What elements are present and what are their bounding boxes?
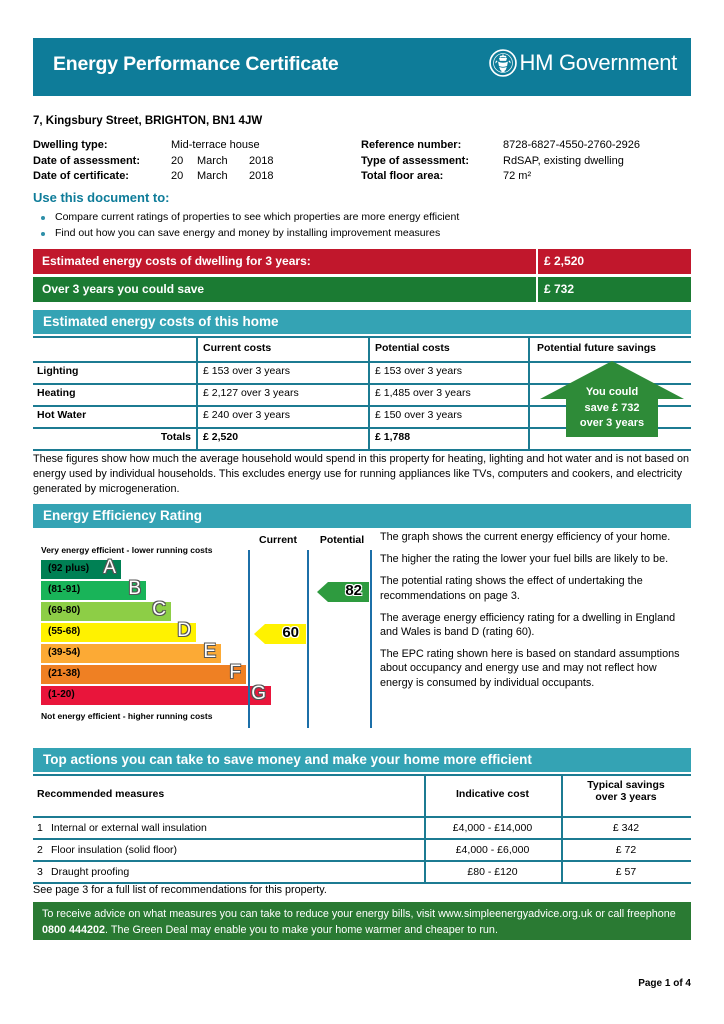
dwelling-type-label: Dwelling type:	[33, 139, 108, 151]
hm-government-label: HM Government	[519, 50, 677, 75]
page-number: Page 1 of 4	[638, 978, 691, 989]
eer-paragraph: The average energy efficiency rating for a dwelling in England and Wales is band D (rating 60).	[380, 611, 676, 639]
could-save-value: £ 732	[544, 282, 575, 296]
chart-column-rule	[370, 550, 372, 728]
use-document-bullets	[33, 210, 459, 241]
total-floor-area-value: 72 m²	[503, 170, 532, 182]
band-d	[41, 620, 196, 642]
band-d-letter: D	[177, 620, 191, 641]
column-header-potential: Potential	[319, 534, 365, 546]
hm-government-logo	[489, 49, 677, 77]
band-c-letter: C	[152, 599, 166, 620]
table-rule	[33, 774, 691, 776]
eer-paragraph: The EPC rating shown here is based on standard assumptions about occupancy and energy use and may not reflect how energy is consumed by individual occupants.	[380, 648, 680, 689]
table-rule	[33, 860, 691, 862]
savings-line-2: save £ 732	[584, 401, 640, 414]
royal-crest-icon	[489, 49, 517, 77]
band-g	[41, 683, 271, 705]
band-g-letter: G	[251, 683, 266, 704]
table-rule	[33, 336, 691, 338]
table-rule	[196, 336, 198, 451]
list-item: Compare current ratings of properties to see which properties are more energy efficient	[33, 210, 459, 226]
section-header-eer-label: Energy Efficiency Rating	[43, 508, 203, 523]
certificate-month: March	[197, 170, 228, 182]
savings-house-text	[540, 385, 684, 432]
assessment-day: 20	[171, 154, 184, 167]
rec-row-3-savings: £ 57	[615, 866, 637, 878]
rec-row-1-measure: Internal or external wall insulation	[51, 822, 207, 834]
banner-divider	[536, 277, 538, 302]
detail-row-dwelling-type	[33, 138, 691, 154]
use-document-heading: Use this document to:	[33, 190, 170, 205]
band-e-range: (39-54)	[48, 647, 81, 658]
rec-row-1-number: 1	[37, 822, 43, 834]
property-details	[33, 138, 691, 185]
total-floor-area-label: Total floor area:	[361, 170, 444, 182]
table-rule	[528, 336, 530, 451]
band-b-range: (81-91)	[48, 584, 81, 595]
rec-row-2-measure: Floor insulation (solid floor)	[51, 844, 178, 856]
section-header-costs	[33, 310, 691, 334]
cell-heating-potential: £ 1,485 over 3 years	[375, 387, 471, 399]
cell-heating-current: £ 2,127 over 3 years	[203, 387, 299, 399]
cell-hot-water-current: £ 240 over 3 years	[203, 409, 290, 421]
band-c	[41, 599, 171, 621]
rec-row-1-cost: £4,000 - £14,000	[452, 822, 533, 834]
rec-row-3-measure: Draught proofing	[51, 866, 130, 878]
band-a-letter: A	[103, 557, 116, 578]
cell-lighting-current: £ 153 over 3 years	[203, 365, 290, 377]
cell-totals-current: £ 2,520	[203, 431, 239, 443]
page-title: Energy Performance Certificate	[53, 53, 339, 75]
potential-rating-value: 82	[345, 582, 362, 599]
table-rule	[33, 449, 691, 451]
date-of-certificate-value	[171, 169, 361, 185]
table-rule	[33, 816, 691, 818]
type-of-assessment-value: RdSAP, existing dwelling	[503, 154, 624, 167]
document-header	[33, 38, 691, 96]
band-e	[41, 641, 221, 663]
reference-number-value: 8728-6827-4550-2760-2926	[503, 139, 641, 151]
certificate-day: 20	[171, 170, 184, 182]
rec-row-3-number: 3	[37, 866, 43, 878]
table-rule	[368, 336, 370, 451]
savings-line-3: over 3 years	[579, 417, 645, 429]
band-e-letter: E	[203, 641, 216, 662]
assessment-year: 2018	[249, 154, 274, 167]
band-b	[41, 578, 146, 600]
column-header-measures: Recommended measures	[37, 788, 165, 800]
advice-website-link[interactable]: www.simpleenergyadvice.org.uk	[438, 908, 593, 920]
property-address: 7, Kingsbury Street, BRIGHTON, BN1 4JW	[33, 115, 263, 127]
eer-paragraph: The higher the rating the lower your fuel bills are likely to be.	[380, 553, 669, 566]
band-g-range: (1-20)	[48, 689, 75, 700]
potential-rating-arrow	[317, 581, 369, 603]
column-header-typical-savings	[561, 779, 691, 803]
rec-row-2-cost: £4,000 - £6,000	[455, 844, 530, 856]
assessment-month: March	[197, 154, 228, 167]
typical-savings-line-1: Typical savings	[587, 779, 665, 791]
rec-row-3-cost: £80 - £120	[467, 866, 518, 878]
eer-paragraph: The potential rating shows the effect of undertaking the recommendations on page 3.	[380, 575, 643, 602]
band-f	[41, 662, 246, 684]
advice-banner	[33, 902, 691, 940]
estimated-cost-banner	[33, 249, 691, 274]
advice-text-part-2: or call freephone	[592, 908, 676, 920]
detail-row-date-of-certificate	[33, 169, 691, 185]
current-rating-arrow	[254, 623, 306, 645]
column-header-indicative-cost: Indicative cost	[456, 788, 529, 800]
could-save-label: Over 3 years you could save	[42, 282, 205, 296]
section-header-costs-label: Estimated energy costs of this home	[43, 314, 279, 329]
date-of-assessment-label: Date of assessment:	[33, 154, 140, 167]
band-d-range: (55-68)	[48, 626, 81, 637]
cell-lighting-potential: £ 153 over 3 years	[375, 365, 462, 377]
column-header-future-savings: Potential future savings	[537, 342, 657, 354]
column-header-potential-costs: Potential costs	[375, 342, 450, 354]
see-page-note: See page 3 for a full list of recommendations for this property.	[33, 884, 327, 896]
chart-rating-columns	[248, 532, 373, 728]
cell-totals-potential: £ 1,788	[375, 431, 411, 443]
could-save-banner	[33, 277, 691, 302]
detail-row-date-of-assessment	[33, 154, 691, 170]
certificate-year: 2018	[249, 170, 274, 182]
estimated-cost-value: £ 2,520	[544, 254, 585, 268]
advice-text-part-1: To receive advice on what measures you can take to reduce your energy bills, visit	[42, 908, 439, 920]
savings-line-1: You could	[585, 386, 639, 398]
list-item: Find out how you can save energy and money by installing improvement measures	[33, 226, 459, 242]
costs-explanatory-note: These figures show how much the average household would spend in this property for heating, lighting and hot water and is not based on energy used by individual households. This excludes energy use for running appliances like TVs, computers and cookers, and electricity generated by microgeneration.	[33, 453, 690, 495]
row-label-hot-water: Hot Water	[37, 409, 87, 421]
table-rule	[33, 838, 691, 840]
date-of-certificate-label: Date of certificate:	[33, 170, 129, 182]
current-rating-value: 60	[282, 624, 299, 641]
typical-savings-line-2: over 3 years	[595, 791, 657, 803]
row-label-lighting: Lighting	[37, 365, 79, 377]
column-header-current: Current	[259, 534, 297, 546]
rec-row-1-savings: £ 342	[612, 822, 640, 834]
advice-phone-number: 0800 444202	[42, 923, 106, 936]
band-a	[41, 557, 121, 579]
band-a-range: (92 plus)	[48, 563, 90, 574]
row-label-totals: Totals	[160, 431, 191, 443]
banner-divider	[536, 249, 538, 274]
chart-column-rule	[307, 550, 309, 728]
row-label-heating: Heating	[37, 387, 76, 399]
advice-text-part-3: . The Green Deal may enable you to make your home warmer and cheaper to run.	[105, 923, 498, 936]
band-b-letter: B	[128, 578, 141, 599]
advice-banner-text	[42, 907, 684, 938]
reference-number-label: Reference number:	[361, 139, 462, 151]
rec-row-2-number: 2	[37, 844, 43, 856]
section-header-eer	[33, 504, 691, 528]
chart-bottom-label: Not energy efficient - higher running costs	[41, 711, 213, 721]
band-c-range: (69-80)	[48, 605, 81, 616]
band-f-range: (21-38)	[48, 668, 81, 679]
rec-row-2-savings: £ 72	[615, 844, 637, 856]
chart-top-label: Very energy efficient - lower running costs	[41, 545, 213, 555]
dwelling-type-value: Mid-terrace house	[171, 139, 260, 151]
eer-paragraph: The graph shows the current energy efficiency of your home.	[380, 531, 671, 543]
cell-hot-water-potential: £ 150 over 3 years	[375, 409, 462, 421]
band-f-letter: F	[229, 662, 241, 683]
eer-explanatory-text	[380, 530, 692, 698]
section-header-top-actions	[33, 748, 691, 772]
savings-house-graphic	[540, 361, 684, 437]
section-header-top-actions-label: Top actions you can take to save money and make your home more efficient	[43, 752, 532, 767]
chart-column-rule	[248, 550, 250, 728]
type-of-assessment-label: Type of assessment:	[361, 154, 470, 167]
date-of-assessment-value	[171, 154, 361, 170]
estimated-cost-label: Estimated energy costs of dwelling for 3 years:	[42, 254, 311, 268]
column-header-current-costs: Current costs	[203, 342, 272, 354]
